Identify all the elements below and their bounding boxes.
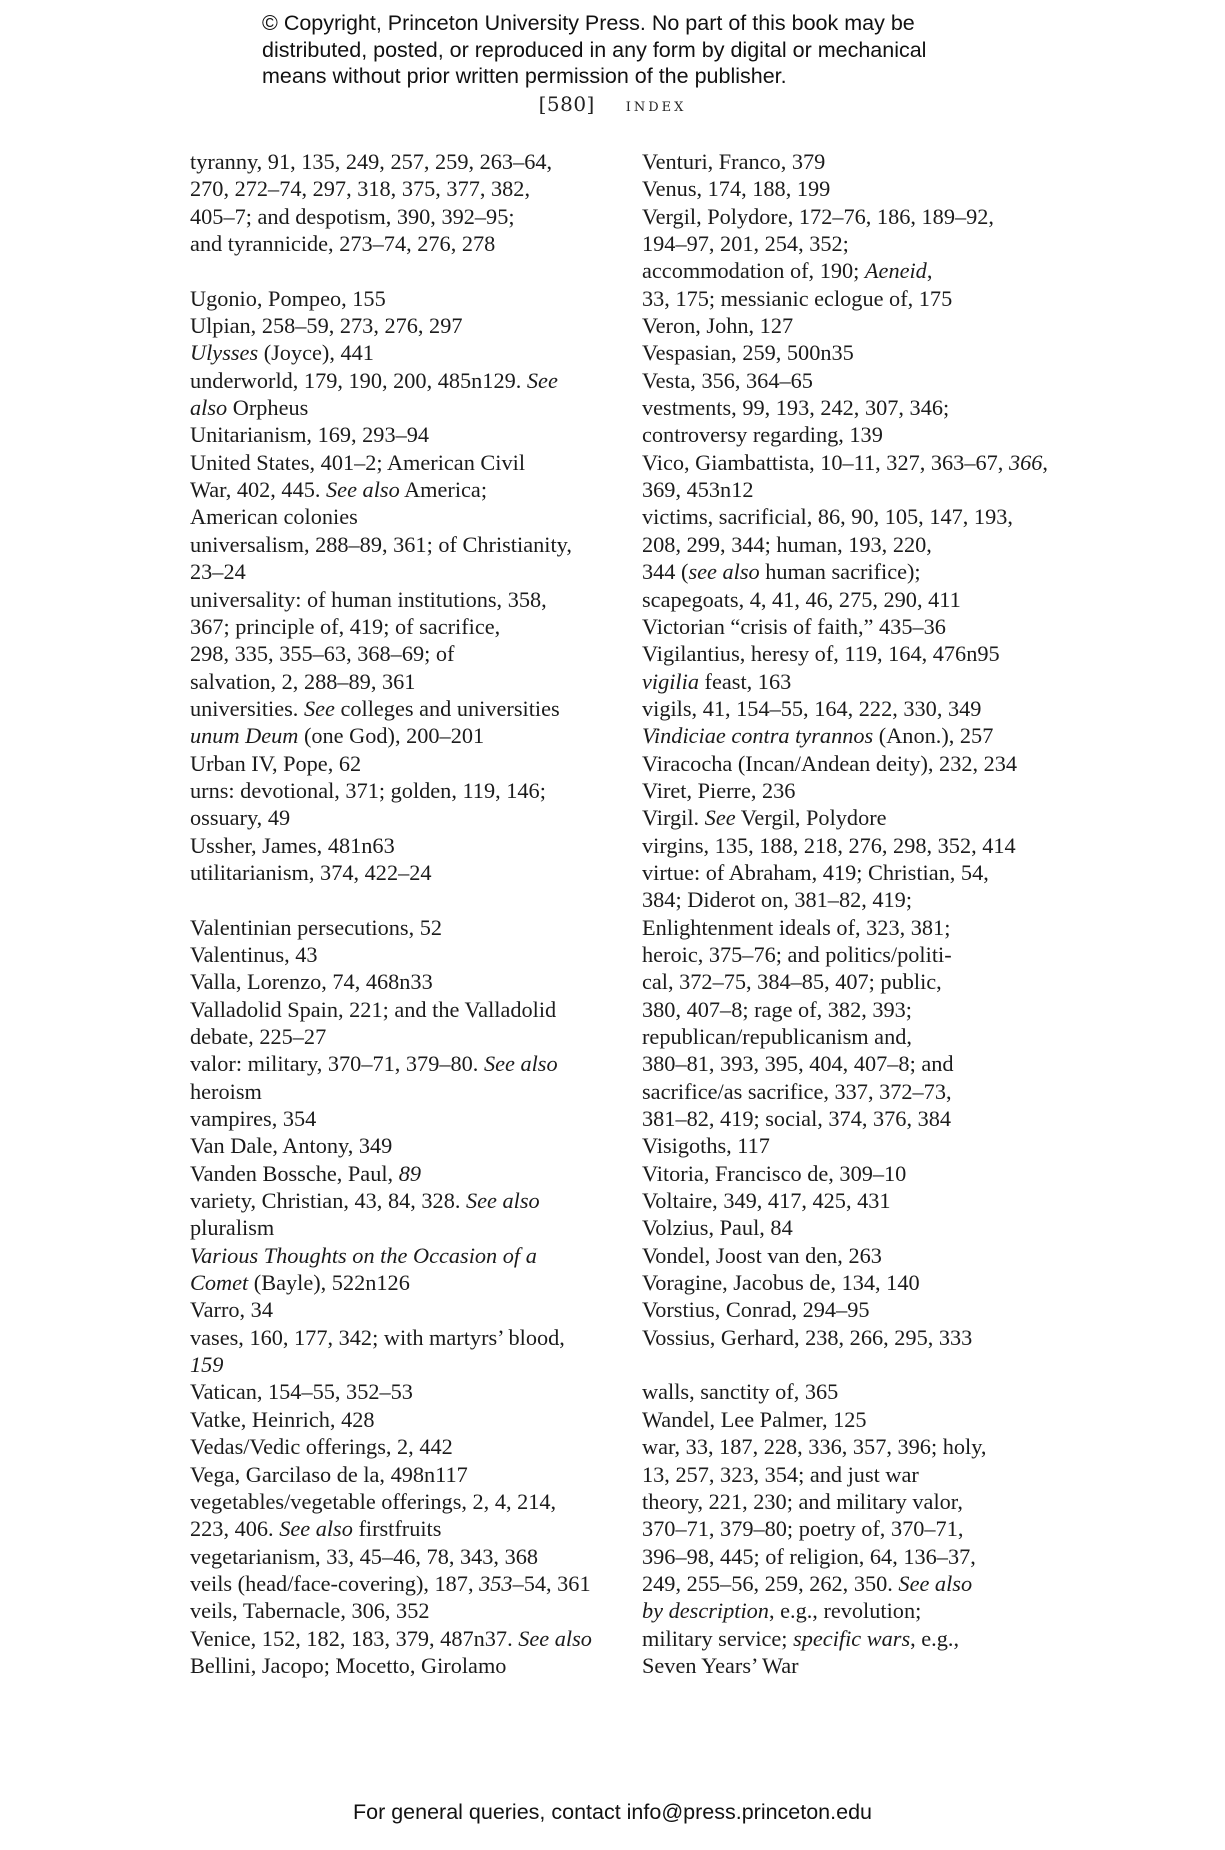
- section-title: index: [625, 94, 687, 116]
- index-entry-line: 249, 255–56, 259, 262, 350. See also: [642, 1570, 973, 1596]
- index-entry-line: 380–81, 393, 395, 404, 407–8; and: [642, 1051, 954, 1077]
- index-entry-line: 223, 406. See also firstfruits: [190, 1516, 442, 1542]
- index-entry-line: Unitarianism, 169, 293–94: [190, 422, 430, 448]
- index-entry: [642, 804, 1072, 831]
- index-entry-line: 380, 407–8; rage of, 382, 393;: [642, 996, 913, 1022]
- index-entry: [190, 586, 610, 695]
- index-entry-line: Bellini, Jacopo; Mocetto, Girolamo: [190, 1652, 507, 1678]
- index-entry-line: Van Dale, Antony, 349: [190, 1133, 393, 1159]
- index-entry-line: Vorstius, Conrad, 294–95: [642, 1297, 870, 1323]
- index-entry-line: debate, 225–27: [190, 1024, 327, 1049]
- index-entry-line: urns: devotional, 371; golden, 119, 146;: [190, 777, 546, 803]
- index-entry-line: vigils, 41, 154–55, 164, 222, 330, 349: [642, 695, 982, 721]
- index-entry-line: virtue: of Abraham, 419; Christian, 54,: [642, 859, 989, 885]
- index-entry: [642, 1187, 1072, 1214]
- index-entry: [190, 148, 610, 257]
- index-entry-line: Vico, Giambattista, 10–11, 327, 363–67, 366,: [642, 449, 1048, 475]
- index-entry: [190, 1050, 610, 1105]
- index-entry-line: Ugonio, Pompeo, 155: [190, 285, 386, 311]
- index-entry-line: 405–7; and despotism, 390, 392–95;: [190, 203, 515, 229]
- index-entry-line: universalism, 288–89, 361; of Christianity,: [190, 531, 572, 557]
- index-entry: [190, 832, 610, 859]
- index-entry-line: military service; specific wars, e.g.,: [642, 1625, 960, 1651]
- index-entry-line: also Orpheus: [190, 395, 309, 421]
- index-entry-line: Victorian “crisis of faith,” 435–36: [642, 613, 946, 639]
- index-entry-line: 208, 299, 344; human, 193, 220,: [642, 531, 932, 557]
- index-entry-line: vestments, 99, 193, 242, 307, 346;: [642, 395, 950, 421]
- index-entry: [190, 750, 610, 777]
- page-number: [580]: [538, 92, 595, 116]
- index-entry-line: Vanden Bossche, Paul, 89: [190, 1160, 421, 1186]
- index-entry: [190, 1378, 610, 1405]
- copyright-notice: [262, 10, 1022, 90]
- index-entry-line: heroic, 375–76; and politics/politi-: [642, 941, 952, 967]
- index-entry-line: Vossius, Gerhard, 238, 266, 295, 333: [642, 1324, 973, 1350]
- index-entry-line: Venice, 152, 182, 183, 379, 487n37. See also: [190, 1625, 592, 1651]
- index-entry: [190, 1570, 610, 1597]
- index-entry-line: heroism: [190, 1078, 262, 1104]
- index-entry-line: universality: of human institutions, 358,: [190, 586, 547, 612]
- index-entry: [642, 503, 1072, 612]
- index-entry-line: 367; principle of, 419; of sacrifice,: [190, 613, 501, 639]
- index-entry: [190, 367, 610, 422]
- index-entry: [190, 1160, 610, 1187]
- index-entry: [190, 777, 610, 832]
- copyright-line: distributed, posted, or reproduced in any form by digital or mechanical: [262, 37, 927, 62]
- index-entry: [642, 668, 1072, 695]
- index-entry-line: Various Thoughts on the Occasion of a: [190, 1242, 537, 1268]
- index-entry-line: war, 33, 187, 228, 336, 357, 396; holy,: [642, 1434, 987, 1460]
- index-entry-line: Vitoria, Francisco de, 309–10: [642, 1160, 907, 1186]
- index-entry: [190, 531, 610, 586]
- index-entry-line: Urban IV, Pope, 62: [190, 750, 362, 776]
- index-entry-line: 298, 335, 355–63, 368–69; of: [190, 641, 455, 667]
- index-entry-line: 23–24: [190, 559, 246, 585]
- index-entry-line: Valladolid Spain, 221; and the Valladolid: [190, 996, 557, 1022]
- index-entry-line: Valentinian persecutions, 52: [190, 914, 443, 940]
- index-column-right: [642, 148, 1072, 1679]
- index-entry: [642, 750, 1072, 777]
- index-entry: [190, 449, 610, 531]
- index-entry: [642, 312, 1072, 339]
- index-entry-line: variety, Christian, 43, 84, 328. See also: [190, 1188, 540, 1214]
- index-entry: [190, 1461, 610, 1488]
- index-entry-line: Vespasian, 259, 500n35: [642, 340, 854, 366]
- index-entry-line: 384; Diderot on, 381–82, 419;: [642, 887, 913, 913]
- index-entry: [190, 339, 610, 366]
- index-entry: [642, 1269, 1072, 1296]
- index-entry-line: 13, 257, 323, 354; and just war: [642, 1461, 919, 1487]
- index-entry-line: Voltaire, 349, 417, 425, 431: [642, 1188, 891, 1214]
- index-entry-line: Venturi, Franco, 379: [642, 149, 826, 174]
- index-entry-line: Valla, Lorenzo, 74, 468n33: [190, 969, 433, 995]
- index-entry-line: vampires, 354: [190, 1106, 317, 1132]
- index-entry: [642, 832, 1072, 859]
- index-entry-line: by description, e.g., revolution;: [642, 1598, 922, 1624]
- index-entry: [190, 1187, 610, 1242]
- index-entry-line: veils (head/face-covering), 187, 353–54, 361: [190, 1570, 591, 1596]
- index-entry: [642, 1242, 1072, 1269]
- index-entry-line: Seven Years’ War: [642, 1652, 799, 1678]
- index-entry-line: victims, sacrificial, 86, 90, 105, 147, 193,: [642, 504, 1013, 530]
- index-entry-line: Vergil, Polydore, 172–76, 186, 189–92,: [642, 203, 994, 229]
- index-entry-line: utilitarianism, 374, 422–24: [190, 859, 432, 885]
- index-entry-line: theory, 221, 230; and military valor,: [642, 1488, 963, 1514]
- index-entry-line: 344 (see also human sacrifice);: [642, 559, 921, 585]
- index-entry-line: Venus, 174, 188, 199: [642, 176, 831, 202]
- index-entry-line: Valentinus, 43: [190, 941, 318, 967]
- index-entry-line: cal, 372–75, 384–85, 407; public,: [642, 969, 942, 995]
- index-entry: [642, 859, 1072, 1132]
- index-entry-line: War, 402, 445. See also America;: [190, 477, 488, 503]
- index-entry-line: Visigoths, 117: [642, 1133, 770, 1159]
- index-entry-line: Voragine, Jacobus de, 134, 140: [642, 1270, 920, 1296]
- index-entry: [190, 1242, 610, 1297]
- index-entry-line: Vindiciae contra tyrannos (Anon.), 257: [642, 723, 994, 749]
- index-entry-line: ossuary, 49: [190, 805, 291, 831]
- index-entry: [190, 695, 610, 722]
- index-entry: [190, 1543, 610, 1570]
- index-entry: [642, 1406, 1072, 1433]
- index-entry: [642, 1132, 1072, 1159]
- index-entry-line: American colonies: [190, 504, 358, 530]
- index-entry-line: Vigilantius, heresy of, 119, 164, 476n95: [642, 641, 1000, 667]
- index-entry-line: Enlightenment ideals of, 323, 381;: [642, 914, 951, 940]
- index-entry-line: universities. See colleges and universities: [190, 695, 560, 721]
- index-entry-line: 270, 272–74, 297, 318, 375, 377, 382,: [190, 176, 531, 202]
- index-entry: [190, 1324, 610, 1379]
- index-entry-line: Vedas/Vedic offerings, 2, 442: [190, 1434, 453, 1460]
- index-entry: [642, 695, 1072, 722]
- index-entry: [190, 968, 610, 995]
- index-entry: [642, 722, 1072, 749]
- index-entry-line: scapegoats, 4, 41, 46, 275, 290, 411: [642, 586, 961, 612]
- index-entry: [642, 449, 1072, 504]
- index-entry-line: 159: [190, 1352, 224, 1378]
- index-entry-line: 381–82, 419; social, 374, 376, 384: [642, 1106, 952, 1132]
- index-entry-line: vigilia feast, 163: [642, 668, 792, 694]
- index-entry: [190, 1105, 610, 1132]
- index-entry-line: Varro, 34: [190, 1297, 273, 1323]
- index-entry-line: United States, 401–2; American Civil: [190, 449, 526, 475]
- index-entry-line: Viret, Pierre, 236: [642, 777, 796, 803]
- index-entry-line: Veron, John, 127: [642, 313, 794, 339]
- index-entry-line: tyranny, 91, 135, 249, 257, 259, 263–64,: [190, 149, 553, 174]
- index-entry: [642, 203, 1072, 312]
- index-entry-line: 369, 453n12: [642, 477, 754, 503]
- index-entry: [190, 722, 610, 749]
- index-entry-line: vegetarianism, 33, 45–46, 78, 343, 368: [190, 1543, 539, 1569]
- index-entry: [642, 394, 1072, 449]
- index-entry: [642, 613, 1072, 640]
- index-entry-line: unum Deum (one God), 200–201: [190, 723, 485, 749]
- index-column-left: [190, 148, 610, 1679]
- index-entry-line: republican/republicanism and,: [642, 1024, 912, 1049]
- index-entry: [190, 996, 610, 1051]
- index-entry: [190, 312, 610, 339]
- index-entry-line: accommodation of, 190; Aeneid,: [642, 258, 933, 284]
- index-entry: [642, 175, 1072, 202]
- index-entry-line: Vatican, 154–55, 352–53: [190, 1379, 413, 1405]
- index-entry: [642, 1378, 1072, 1405]
- index-entry: [190, 1488, 610, 1543]
- index-entry-line: 194–97, 201, 254, 352;: [642, 231, 849, 257]
- index-entry-line: 396–98, 445; of religion, 64, 136–37,: [642, 1543, 976, 1569]
- index-entry-line: Comet (Bayle), 522n126: [190, 1270, 410, 1296]
- running-head: [0, 92, 1225, 116]
- index-entry-line: Vesta, 356, 364–65: [642, 367, 813, 393]
- index-entry: [642, 640, 1072, 667]
- index-entry-line: vegetables/vegetable offerings, 2, 4, 214,: [190, 1488, 557, 1514]
- index-entry-line: veils, Tabernacle, 306, 352: [190, 1598, 430, 1624]
- index-entry-line: pluralism: [190, 1215, 275, 1241]
- index-entry-line: Virgil. See Vergil, Polydore: [642, 805, 887, 831]
- index-entry-line: Ussher, James, 481n63: [190, 832, 395, 858]
- copyright-line: means without prior written permission of the publisher.: [262, 64, 787, 88]
- index-entry-line: Ulpian, 258–59, 273, 276, 297: [190, 313, 463, 339]
- index-entry: [642, 1296, 1072, 1323]
- index-entry: [642, 339, 1072, 366]
- index-entry: [190, 1597, 610, 1624]
- index-entry-line: and tyrannicide, 273–74, 276, 278: [190, 231, 496, 257]
- index-entry: [642, 1160, 1072, 1187]
- index-entry-line: Volzius, Paul, 84: [642, 1215, 793, 1241]
- index-entry-line: sacrifice/as sacrifice, 337, 372–73,: [642, 1078, 952, 1104]
- index-entry: [190, 1296, 610, 1323]
- index-entry-line: Wandel, Lee Palmer, 125: [642, 1406, 867, 1432]
- index-entry: [642, 1324, 1072, 1351]
- index-entry: [190, 914, 610, 941]
- index-entry-line: 370–71, 379–80; poetry of, 370–71,: [642, 1516, 964, 1542]
- index-entry-line: valor: military, 370–71, 379–80. See also: [190, 1051, 558, 1077]
- index-entry-line: Ulysses (Joyce), 441: [190, 340, 374, 366]
- index-entry-line: walls, sanctity of, 365: [642, 1379, 839, 1405]
- index-entry-line: Vatke, Heinrich, 428: [190, 1406, 375, 1432]
- index-entry-line: Viracocha (Incan/Andean deity), 232, 234: [642, 750, 1018, 776]
- index-entry-line: salvation, 2, 288–89, 361: [190, 668, 416, 694]
- index-entry-line: Vondel, Joost van den, 263: [642, 1242, 882, 1268]
- index-entry-line: 33, 175; messianic eclogue of, 175: [642, 285, 953, 311]
- index-entry: [642, 367, 1072, 394]
- index-entry-line: Vega, Garcilaso de la, 498n117: [190, 1461, 468, 1487]
- index-entry: [642, 148, 1072, 175]
- index-entry: [190, 421, 610, 448]
- index-entry-line: underworld, 179, 190, 200, 485n129. See: [190, 367, 558, 393]
- index-entry: [190, 1433, 610, 1460]
- index-entry-line: controversy regarding, 139: [642, 422, 883, 448]
- index-entry: [190, 1406, 610, 1433]
- index-entry-line: virgins, 135, 188, 218, 276, 298, 352, 414: [642, 832, 1016, 858]
- index-entry: [642, 1214, 1072, 1241]
- index-entry: [190, 285, 610, 312]
- index-entry: [190, 1132, 610, 1159]
- index-entry: [190, 941, 610, 968]
- index-entry-line: vases, 160, 177, 342; with martyrs’ blood,: [190, 1324, 565, 1350]
- footer-contact: For general queries, contact info@press.princeton.edu: [352, 1800, 872, 1824]
- index-entry: [642, 1433, 1072, 1679]
- index-entry: [190, 859, 610, 886]
- index-entry: [642, 777, 1072, 804]
- copyright-line: © Copyright, Princeton University Press. No part of this book may be: [262, 11, 915, 35]
- index-entry: [190, 1625, 610, 1680]
